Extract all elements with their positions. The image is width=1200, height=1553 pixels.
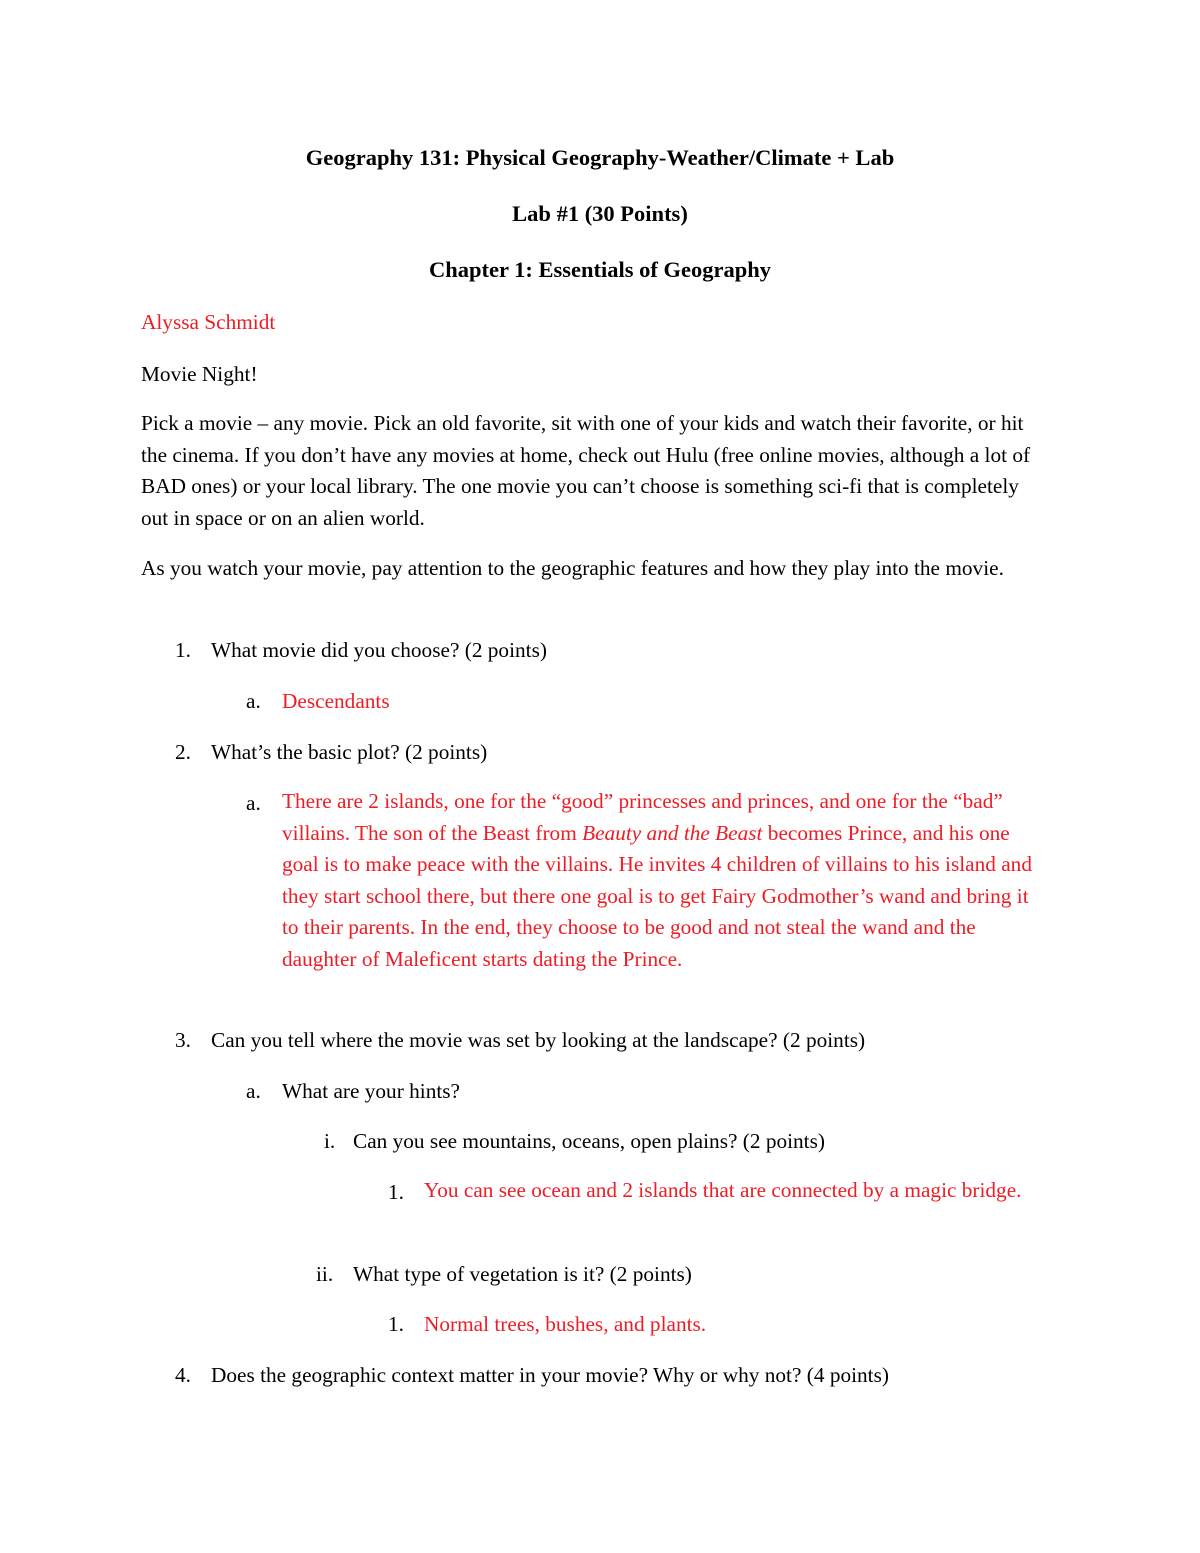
q3-sub-i-text: Can you see mountains, oceans, open plains? (2 points) bbox=[353, 1129, 825, 1153]
lab-title: Lab #1 (30 Points) bbox=[512, 201, 688, 226]
q2-text: What’s the basic plot? (2 points) bbox=[211, 740, 488, 764]
q3-sub-ii-answer-label: 1. bbox=[388, 1312, 404, 1336]
q4-text: Does the geographic context matter in your movie? Why or why not? (4 points) bbox=[211, 1363, 889, 1387]
q2-answer-label: a. bbox=[246, 791, 261, 815]
q3-sub-ii-label: ii. bbox=[316, 1262, 334, 1286]
q3-sub-i-answer-label: 1. bbox=[388, 1180, 404, 1204]
intro-title: Movie Night! bbox=[141, 362, 258, 386]
intro-paragraph: Pick a movie – any movie. Pick an old favorite, sit with one of your kids and watch their favorite, or hit the cinema. If you don’t have any movies at home, check out Hulu (free online movies, although a lot of BAD ones) or your local library. The one movie you can’t choose is something sci-fi that is completely out in space or on an alien world. bbox=[141, 411, 1031, 530]
chapter-title: Chapter 1: Essentials of Geography bbox=[428, 257, 772, 282]
q1-number: 1. bbox=[175, 638, 191, 662]
q3-text: Can you tell where the movie was set by looking at the landscape? (2 points) bbox=[211, 1028, 866, 1052]
q3-sub-a-text: What are your hints? bbox=[282, 1079, 460, 1103]
q3-sub-i-answer: You can see ocean and 2 islands that are connected by a magic bridge. bbox=[424, 1178, 1022, 1202]
q2-number: 2. bbox=[175, 740, 191, 764]
student-name: Alyssa Schmidt bbox=[141, 310, 276, 334]
q2-answer bbox=[282, 786, 1047, 975]
q2-answer-movie-title: Beauty and the Beast bbox=[582, 820, 763, 845]
q3-sub-ii-answer: Normal trees, bushes, and plants. bbox=[424, 1312, 707, 1336]
q1-text: What movie did you choose? (2 points) bbox=[211, 638, 547, 662]
course-title: Geography 131: Physical Geography-Weather/Climate + Lab bbox=[305, 145, 895, 170]
q3-sub-ii-text: What type of vegetation is it? (2 points) bbox=[353, 1262, 692, 1286]
q3-sub-a-label: a. bbox=[246, 1079, 261, 1103]
q2-answer-part2: becomes Prince, and his one goal is to make peace with the villains. He invites 4 children of villains to his island and they start school there, but there one goal is to get Fairy Godmother’s wand and bring it to their parents. In the end, they choose to be good and not steal the wand and the daughter of Maleficent starts dating the Prince. bbox=[282, 820, 1032, 971]
q1-answer-label: a. bbox=[246, 689, 261, 713]
q1-answer: Descendants bbox=[282, 689, 390, 713]
q4-number: 4. bbox=[175, 1363, 191, 1387]
q3-sub-i-label: i. bbox=[324, 1129, 336, 1153]
q2-answer-part1: There are 2 islands, one for the “good” princesses and princes, and one for the “bad” villains. The son of the Beast from bbox=[282, 789, 1003, 845]
q3-number: 3. bbox=[175, 1028, 191, 1052]
instructions-paragraph: As you watch your movie, pay attention to the geographic features and how they play into the movie. bbox=[141, 556, 1004, 580]
